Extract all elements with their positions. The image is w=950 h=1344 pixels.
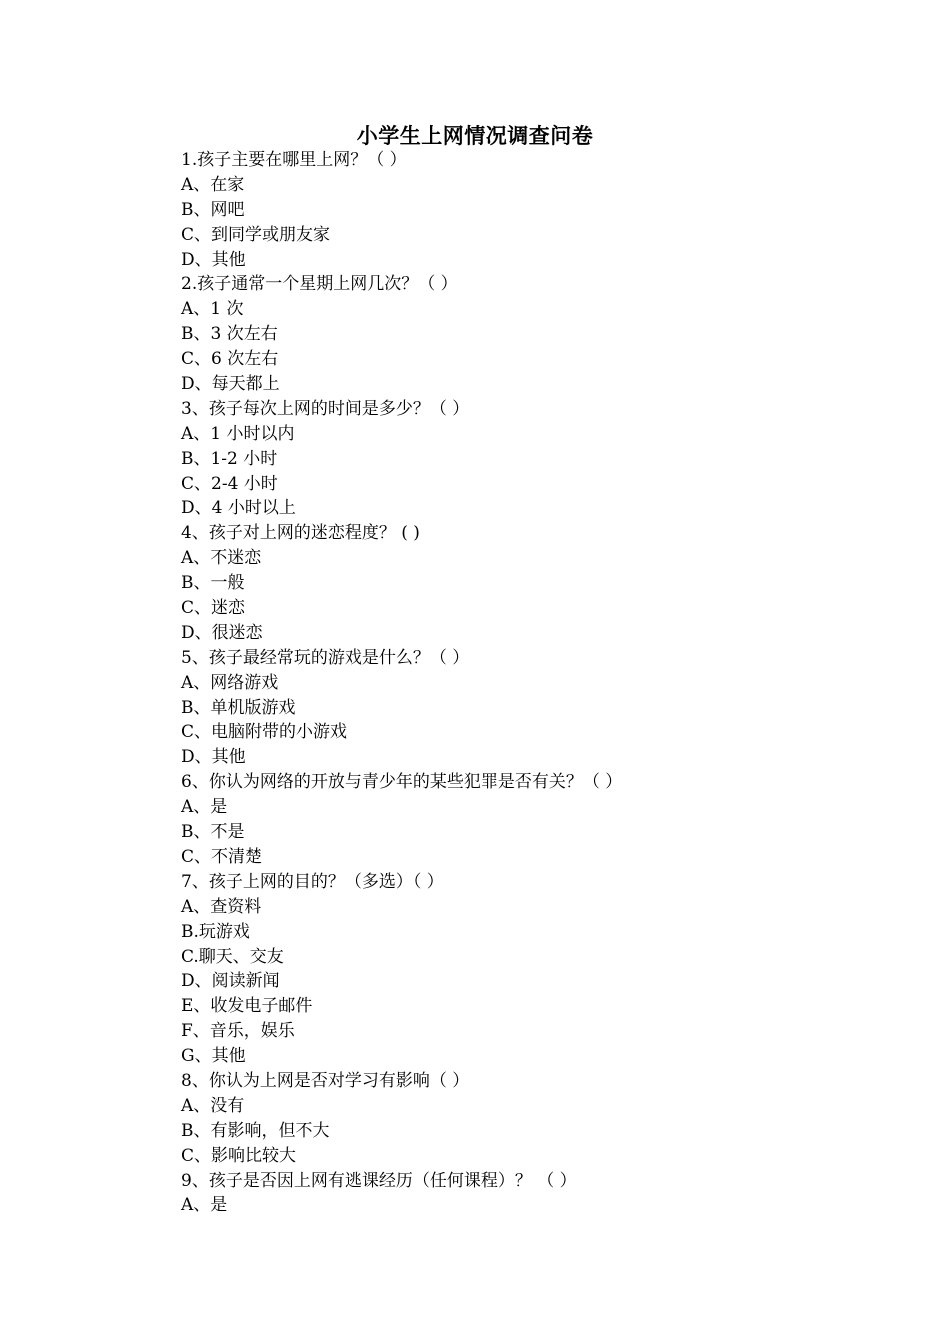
option-text: C、2-4 小时	[181, 473, 278, 494]
option-text: D、其他	[181, 249, 246, 270]
option-text: B、3 次左右	[181, 324, 278, 345]
option-text: C.聊天、交友	[181, 946, 284, 967]
option-text: B、网吧	[181, 199, 245, 220]
option-text: A、没有	[181, 1095, 245, 1116]
option-text: A、不迷恋	[181, 548, 262, 569]
option-text: B、1-2 小时	[181, 448, 278, 469]
questionnaire-body	[181, 148, 901, 1218]
option-text: E、收发电子邮件	[181, 996, 313, 1017]
option-text: G、其他	[181, 1046, 246, 1067]
question-text: 3、孩子每次上网的时间是多少？（ ）	[181, 398, 470, 419]
question-text: 8、你认为上网是否对学习有影响（ ）	[181, 1070, 470, 1091]
option-text: A、在家	[181, 174, 245, 195]
option-text: C、影响比较大	[181, 1145, 297, 1166]
question-text: 1.孩子主要在哪里上网？（ ）	[181, 150, 407, 170]
option-text: C、6 次左右	[181, 349, 279, 370]
question-text: 2.孩子通常一个星期上网几次？（ ）	[181, 274, 458, 295]
option-text: B、一般	[181, 573, 245, 594]
question-text: 5、孩子最经常玩的游戏是什么？（ ）	[181, 647, 470, 668]
option-text: B、不是	[181, 822, 245, 843]
option-text: A、1 小时以内	[181, 423, 295, 444]
option-text: D、其他	[181, 747, 246, 768]
option-text: A、1 次	[181, 299, 244, 320]
question-text: 9、孩子是否因上网有逃课经历（任何课程）？ （ ）	[181, 1170, 577, 1191]
option-text: C、不清楚	[181, 846, 263, 867]
option-text: D、4 小时以上	[181, 498, 296, 519]
option-text: A、网络游戏	[181, 672, 279, 693]
question-text: 7、孩子上网的目的？（多选）（ ）	[181, 871, 444, 892]
question-text: 6、你认为网络的开放与青少年的某些犯罪是否有关？（ ）	[181, 772, 623, 793]
option-text: B、有影响，但不大	[181, 1120, 330, 1141]
option-text: D、很迷恋	[181, 622, 263, 643]
option-text: C、到同学或朋友家	[181, 224, 331, 245]
option-text: D、阅读新闻	[181, 971, 280, 992]
option-text: B、单机版游戏	[181, 697, 296, 718]
option-text: C、迷恋	[181, 598, 246, 619]
question-text: 4、孩子对上网的迷恋程度？ ( )	[181, 523, 420, 544]
option-text: A、查资料	[181, 896, 262, 917]
option-text: A、是	[181, 797, 228, 818]
document-title: 小学生上网情况调查问卷	[356, 123, 594, 148]
option-text: F、音乐，娱乐	[181, 1021, 295, 1042]
option-text: B.玩游戏	[181, 921, 250, 942]
option-text: C、电脑附带的小游戏	[181, 722, 348, 743]
option-text: D、每天都上	[181, 374, 280, 395]
option-text: A、是	[181, 1195, 228, 1216]
